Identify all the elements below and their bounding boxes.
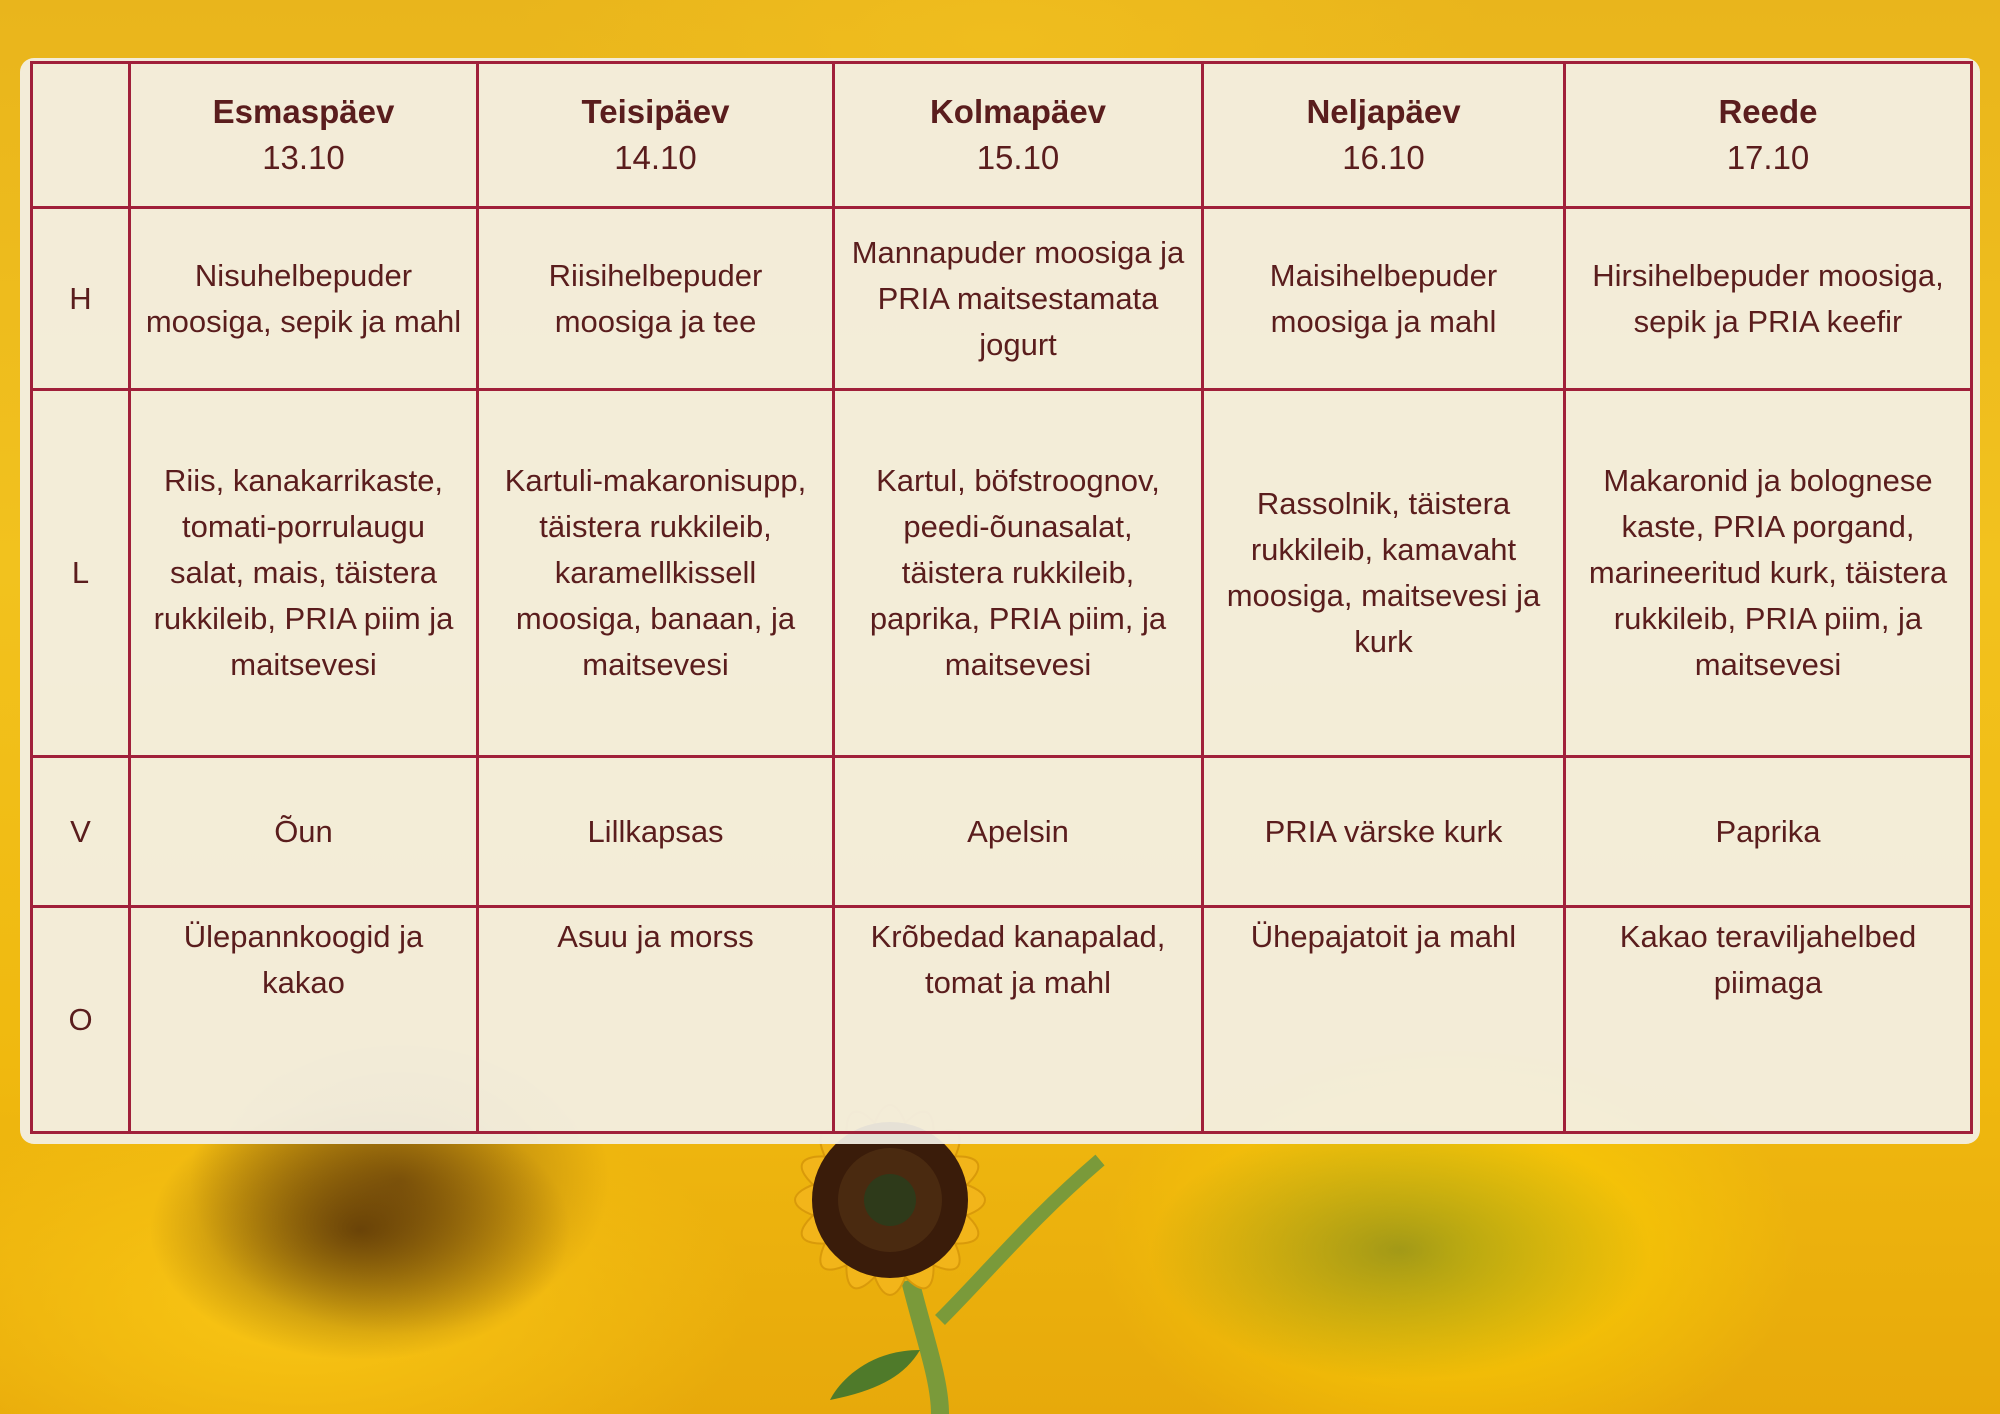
menu-cell: Rassolnik, täistera rukkileib, kamavaht moosiga, maitsevesi ja kurk: [1203, 390, 1565, 757]
menu-cell: Kartul, böfstroognov, peedi-õunasalat, täistera rukkileib, paprika, PRIA piim, ja maitsevesi: [834, 390, 1203, 757]
background-blur-green: [1150, 1120, 1650, 1380]
menu-cell: Apelsin: [834, 757, 1203, 907]
meal-letter: V: [32, 757, 130, 907]
meal-row-breakfast: [32, 208, 1972, 390]
menu-cell: Krõbedad kanapalad, tomat ja mahl: [834, 907, 1203, 1133]
day-header: [834, 63, 1203, 208]
day-name: Neljapäev: [1306, 93, 1461, 130]
day-date: 16.10: [1342, 139, 1425, 176]
day-header: [1203, 63, 1565, 208]
menu-cell: Makaronid ja bolognese kaste, PRIA porgand, marineeritud kurk, täistera rukkileib, PRIA piim, ja maitsevesi: [1565, 390, 1972, 757]
meal-row-snack: [32, 757, 1972, 907]
menu-cell: Mannapuder moosiga ja PRIA maitsestamata jogurt: [834, 208, 1203, 390]
corner-cell: [32, 63, 130, 208]
day-date: 15.10: [976, 139, 1060, 176]
day-header: [478, 63, 834, 208]
menu-cell: Asuu ja morss: [478, 907, 834, 1133]
menu-cell: PRIA värske kurk: [1203, 757, 1565, 907]
meal-letter: L: [32, 390, 130, 757]
menu-cell: Kartuli-makaronisupp, täistera rukkileib, karamellkissell moosiga, banaan, ja maitsevesi: [478, 390, 834, 757]
menu-cell: Maisihelbepuder moosiga ja mahl: [1203, 208, 1565, 390]
day-header: [1565, 63, 1972, 208]
meal-row-dinner: [32, 907, 1972, 1133]
menu-cell: Ühepajatoit ja mahl: [1203, 907, 1565, 1133]
day-header: [130, 63, 478, 208]
day-name: Kolmapäev: [929, 93, 1107, 130]
day-name: Reede: [1718, 93, 1818, 130]
menu-cell: Hirsihelbepuder moosiga, sepik ja PRIA keefir: [1565, 208, 1972, 390]
menu-cell: Riis, kanakarrikaste, tomati-porrulaugu salat, mais, täistera rukkileib, PRIA piim ja maitsevesi: [130, 390, 478, 757]
day-date: 17.10: [1726, 139, 1810, 176]
day-name: Teisipäev: [581, 93, 730, 130]
menu-cell: Nisuhelbepuder moosiga, sepik ja mahl: [130, 208, 478, 390]
menu-cell: Ülepannkoogid ja kakao: [130, 907, 478, 1133]
menu-cell: Riisihelbepuder moosiga ja tee: [478, 208, 834, 390]
day-name: Esmaspäev: [212, 93, 395, 130]
meal-row-lunch: [32, 390, 1972, 757]
day-date: 14.10: [614, 139, 697, 176]
header-row: [32, 63, 1972, 208]
day-date: 13.10: [262, 139, 345, 176]
menu-cell: Paprika: [1565, 757, 1972, 907]
meal-letter: O: [32, 907, 130, 1133]
menu-cell: Kakao teraviljahelbed piimaga: [1565, 907, 1972, 1133]
weekly-menu-table: [30, 61, 1973, 1134]
menu-cell: Lillkapsas: [478, 757, 834, 907]
meal-letter: H: [32, 208, 130, 390]
menu-cell: Õun: [130, 757, 478, 907]
